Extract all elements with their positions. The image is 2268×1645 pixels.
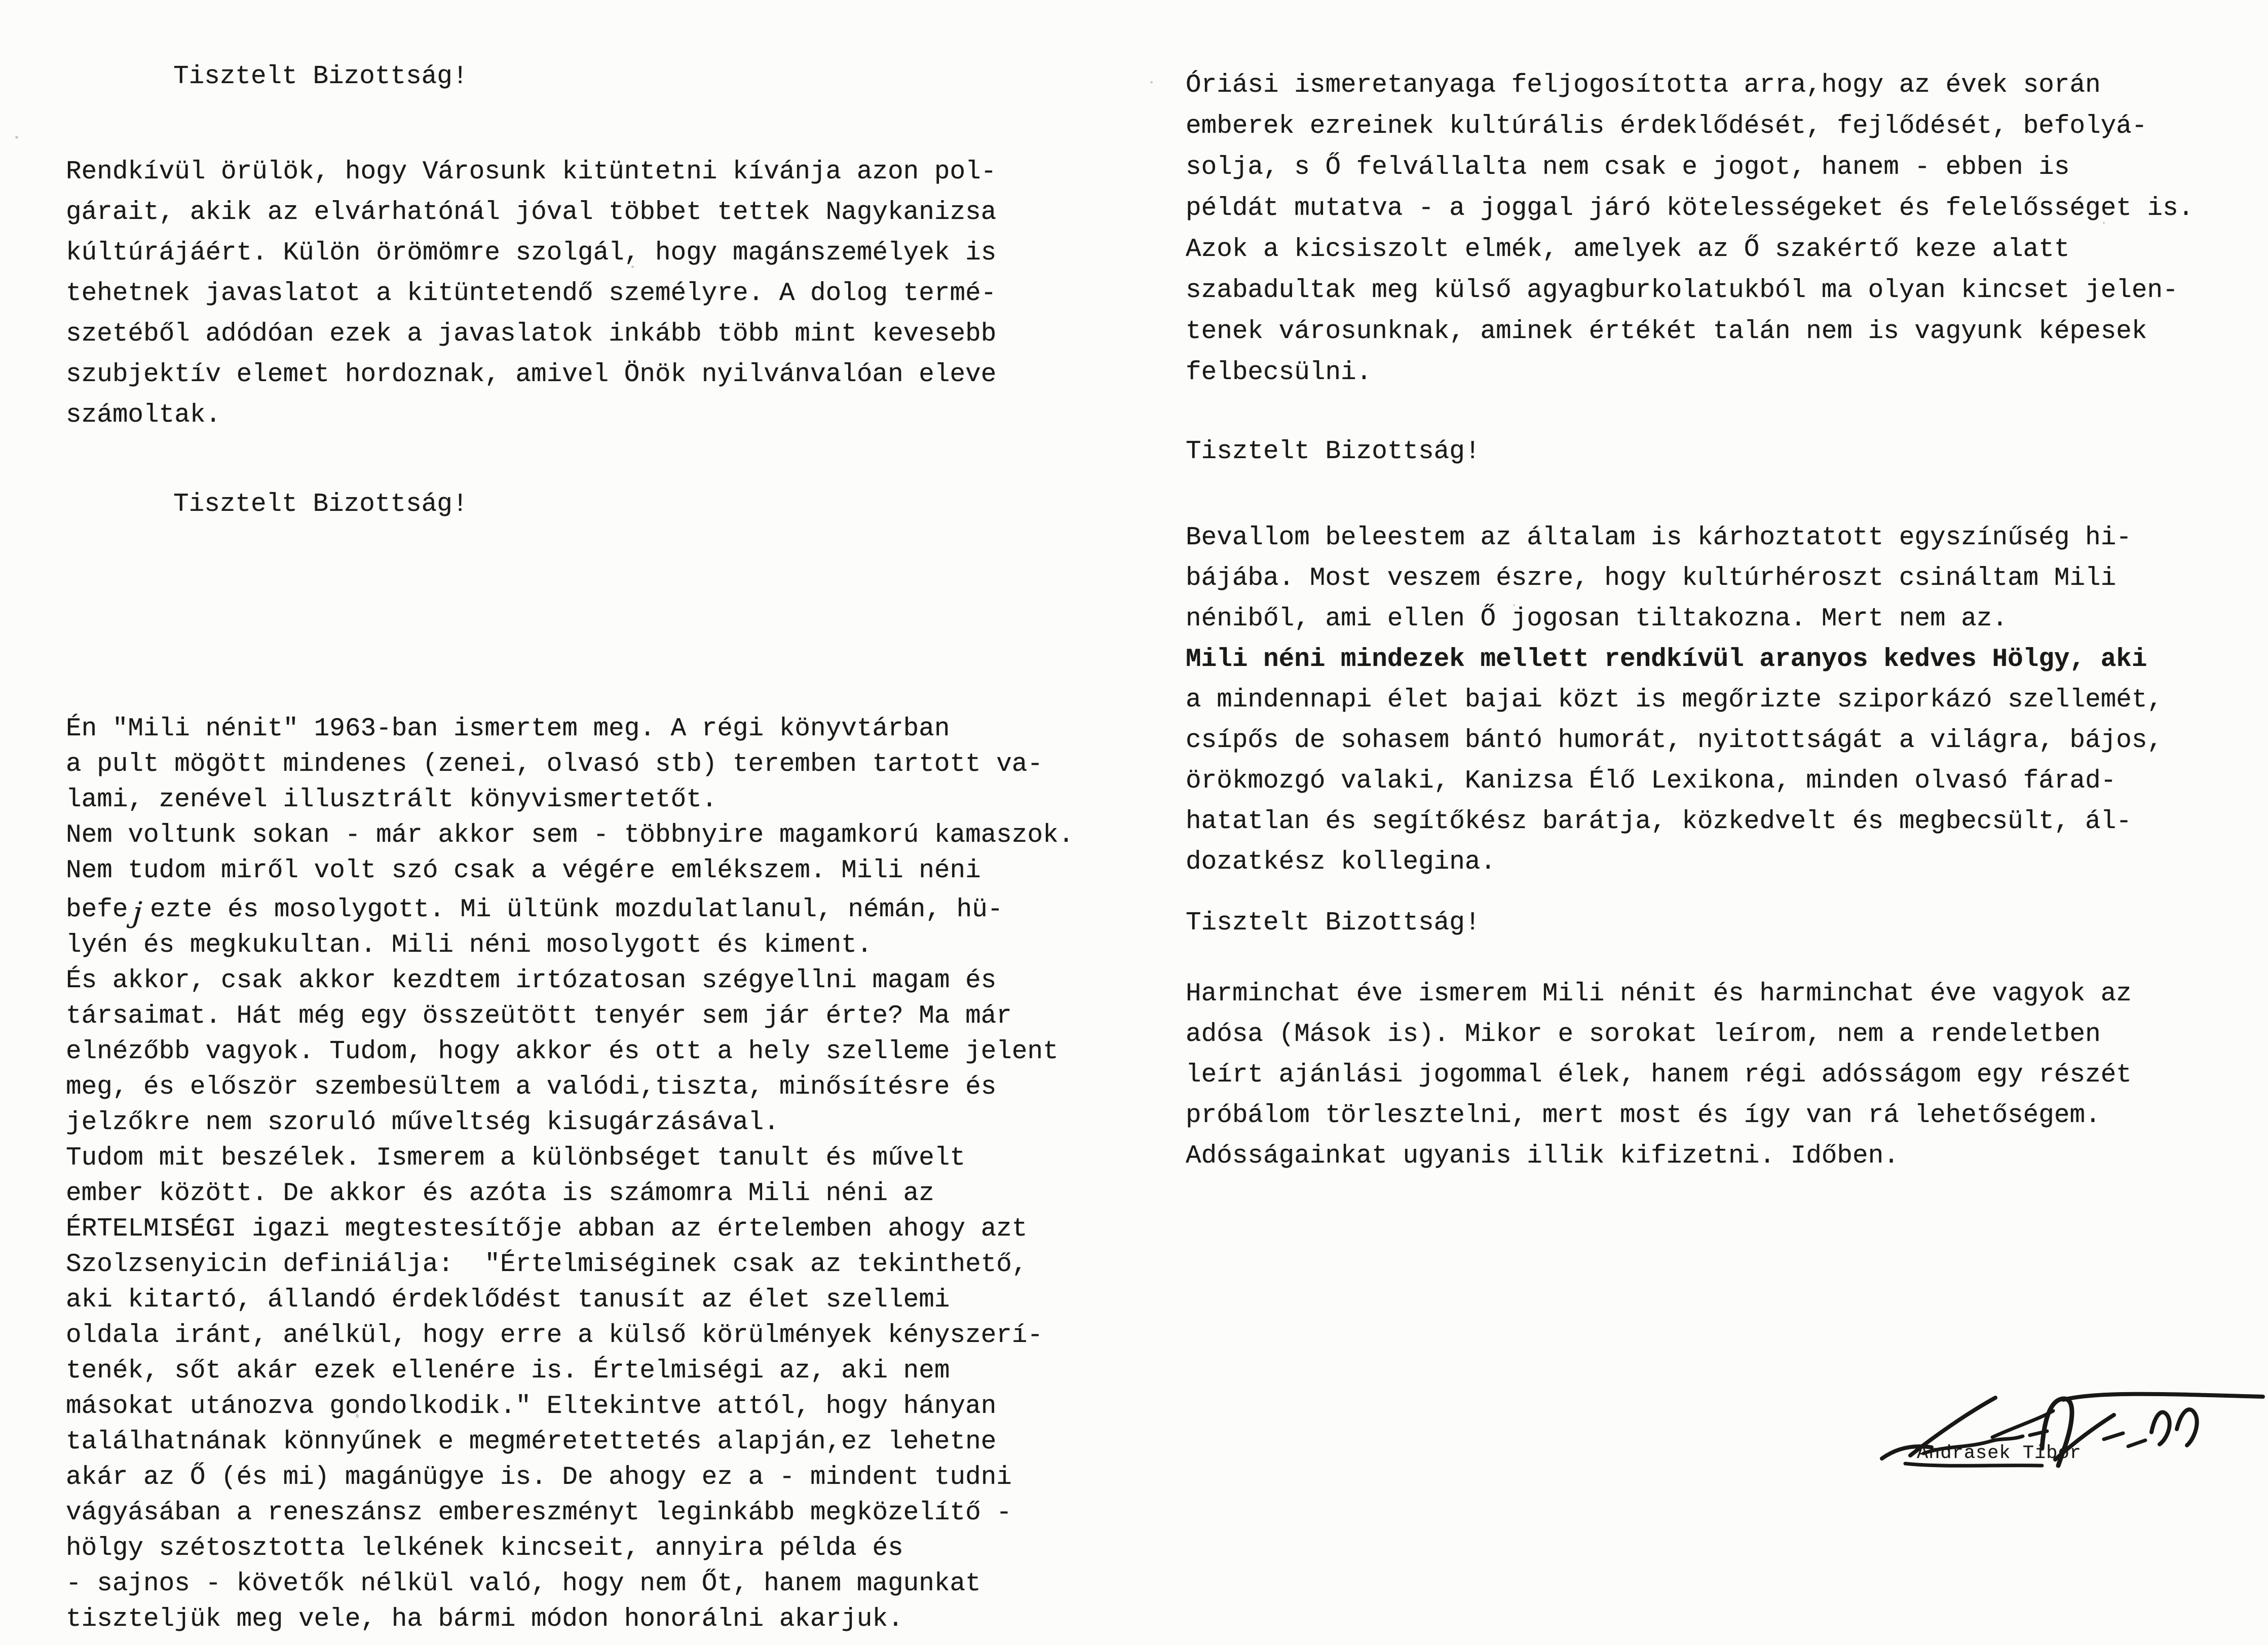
text-line: solja, s Ő felvállalta nem csak e jogot, hanem - ebben is <box>1186 153 2070 182</box>
text-line: Szolzsenyicin definiálja: "Értelmiséginek csak az tekinthető, <box>66 1250 1028 1279</box>
text-line: lami, zenével illusztrált könyvismertetőt. <box>66 786 717 814</box>
text-line: Nem tudom miről volt szó csak a végére emlékszem. Mili néni <box>66 856 981 885</box>
text-line: gárait, akik az elvárhatónál jóval többet tettek Nagykanizsa <box>66 198 997 227</box>
text-line: próbálom törlesztelni, mert most és így van rá lehetőségem. <box>1186 1101 2101 1130</box>
text-line: aki kitartó, állandó érdeklődést tanusít az élet szellemi <box>66 1286 950 1315</box>
text-line: oldala iránt, anélkül, hogy erre a külső körülmények kényszerí- <box>66 1321 1043 1350</box>
paragraph-confession-part1 <box>1186 518 2268 640</box>
text-line: vágyásában a reneszánsz embereszményt leginkább megközelítő - <box>66 1499 1012 1527</box>
text-line: Rendkívül örülök, hogy Városunk kitüntetni kívánja azon pol- <box>66 158 997 186</box>
paragraph-memoir-part1 <box>66 712 1170 889</box>
text-line: Én "Mili nénit" 1963-ban ismertem meg. A régi könyvtárban <box>66 715 950 743</box>
text-line: társaimat. Hát még egy összeütött tenyér sem jár érte? Ma már <box>66 1002 1012 1031</box>
text-line: másokat utánozva gondolkodik." Eltekintve attól, hogy hányan <box>66 1392 997 1421</box>
text-line: a pult mögött mindenes (zenei, olvasó stb) teremben tartott va- <box>66 750 1043 779</box>
text-line: hatatlan és segítőkész barátja, közkedvelt és megbecsült, ál- <box>1186 807 2132 836</box>
signature-name: Andrasek Tibor <box>1917 1443 2082 1464</box>
scan-speck <box>1513 604 1515 606</box>
text-line-with-correction <box>66 889 1170 928</box>
text-line: meg, és először szembesültem a valódi,tiszta, minősítésre és <box>66 1073 997 1102</box>
text-line: csípős de sohasem bántó humorát, nyitottságát a világra, bájos, <box>1186 726 2163 755</box>
scan-speck <box>2103 222 2105 224</box>
signature-block <box>1875 1389 2268 1485</box>
text-line: kúltúrájáért. Külön örömömre szolgál, hogy magánszemélyek is <box>66 239 997 268</box>
text-line: szabadultak meg külső agyagburkolatukból ma olyan kincset jelen- <box>1186 276 2178 305</box>
salutation-heading: Tisztelt Bizottság! <box>1186 909 1481 938</box>
text-line: bájába. Most veszem észre, hogy kultúrhéroszt csináltam Mili <box>1186 564 2116 593</box>
salutation-heading: Tisztelt Bizottság! <box>173 62 468 91</box>
text-line: Bevallom beleestem az általam is kárhoztatott egyszínűség hi- <box>1186 524 2132 552</box>
signature-scrawl-icon <box>1875 1389 2268 1485</box>
text-line: Óriási ismeretanyaga feljogosította arra,hogy az évek során <box>1186 71 2101 100</box>
text-line: Tudom mit beszélek. Ismerem a különbséget tanult és művelt <box>66 1144 966 1173</box>
scan-speck <box>776 1585 778 1587</box>
text-line: néniből, ami ellen Ő jogosan tiltakozna. Mert nem az. <box>1186 605 2008 633</box>
paragraph-intro <box>66 152 1170 436</box>
text-line: tenek városunknak, aminek értékét talán nem is vagyunk képesek <box>1186 317 2147 346</box>
scan-speck <box>15 136 18 139</box>
text-line: - sajnos - követők nélkül való, hogy nem Őt, hanem magunkat <box>66 1569 981 1598</box>
scan-speck <box>1150 81 1153 84</box>
text-line: Azok a kicsiszolt elmék, amelyek az Ő szakértő keze alatt <box>1186 235 2070 264</box>
text-line: akár az Ő (és mi) magánügye is. De ahogy ez a - mindent tudni <box>66 1463 1012 1492</box>
text-line: leírt ajánlási jogommal élek, hanem régi adósságom egy részét <box>1186 1061 2132 1090</box>
text-line: tenék, sőt akár ezek ellenére is. Értelmiségi az, aki nem <box>66 1357 950 1386</box>
paragraph-memoir <box>66 712 1170 1637</box>
text-line: tiszteljük meg vele, ha bármi módon honorálni akarjuk. <box>66 1605 903 1634</box>
text-line: elnézőbb vagyok. Tudom, hogy akkor és ott a hely szelleme jelent <box>66 1037 1059 1066</box>
text-line: példát mutatva - a joggal járó kötelességeket és felelősséget is. <box>1186 194 2194 223</box>
typed-suffix: ezte és mosolygott. Mi ültünk mozdulatlanul, némán, hü- <box>150 895 1003 924</box>
text-line: ember között. De akkor és azóta is számomra Mili néni az <box>66 1179 934 1208</box>
scan-speck <box>356 1414 359 1418</box>
text-line: lyén és megkukultan. Mili néni mosolygott és kiment. <box>66 931 873 960</box>
text-line: tehetnek javaslatot a kitüntetendő személyre. A dolog termé- <box>66 279 997 308</box>
text-line: dozatkész kollegina. <box>1186 848 1496 877</box>
text-line: találhatnának könnyűnek e megméretettetés alapján,ez lehetne <box>66 1428 997 1456</box>
bold-emphasis-line: Mili néni mindezek mellett rendkívül aranyos kedves Hölgy, aki <box>1186 645 2147 674</box>
text-line: emberek ezreinek kultúrális érdeklődését, fejlődését, befolyá- <box>1186 112 2147 141</box>
text-line: hölgy szétosztotta lelkének kincseit, annyira példa és <box>66 1534 903 1563</box>
paragraph-closing <box>1186 974 2268 1177</box>
text-line: Nem voltunk sokan - már akkor sem - többnyire magamkorú kamaszok. <box>66 821 1074 850</box>
text-line: adósa (Mások is). Mikor e sorokat leírom, nem a rendeletben <box>1186 1020 2101 1049</box>
salutation-heading: Tisztelt Bizottság! <box>1186 437 1481 466</box>
text-line: szubjektív elemet hordoznak, amivel Önök nyilvánvalóan eleve <box>66 360 997 389</box>
text-line: Harminchat éve ismerem Mili nénit és harminchat éve vagyok az <box>1186 980 2132 1008</box>
text-line: Adósságainkat ugyanis illik kifizetni. Időben. <box>1186 1142 1899 1171</box>
text-line: szetéből adódóan ezek a javaslatok inkább több mint kevesebb <box>66 320 997 349</box>
paragraph-confession <box>1186 518 2268 883</box>
text-line: a mindennapi élet bajai közt is megőrizte sziporkázó szellemét, <box>1186 686 2163 715</box>
salutation-heading: Tisztelt Bizottság! <box>173 490 468 519</box>
right-column <box>1186 65 2268 1177</box>
text-line: számoltak. <box>66 401 221 430</box>
paragraph-memoir-part2 <box>66 928 1170 1637</box>
paragraph-knowledge <box>1186 65 2268 393</box>
text-line: jelzőkre nem szoruló műveltség kisugárzásával. <box>66 1108 779 1137</box>
scan-speck <box>631 266 634 268</box>
paragraph-confession-part2 <box>1186 680 2268 883</box>
handwritten-j-correction: j <box>132 895 143 930</box>
typed-prefix: befe <box>66 895 128 924</box>
text-line: örökmozgó valaki, Kanizsa Élő Lexikona, minden olvasó fárad- <box>1186 767 2116 796</box>
left-column <box>66 57 1170 1637</box>
text-line: felbecsülni. <box>1186 358 1372 387</box>
text-line: ÉRTELMISÉGI igazi megtestesítője abban az értelemben ahogy azt <box>66 1215 1028 1244</box>
text-line: És akkor, csak akkor kezdtem irtózatosan szégyellni magam és <box>66 966 997 995</box>
